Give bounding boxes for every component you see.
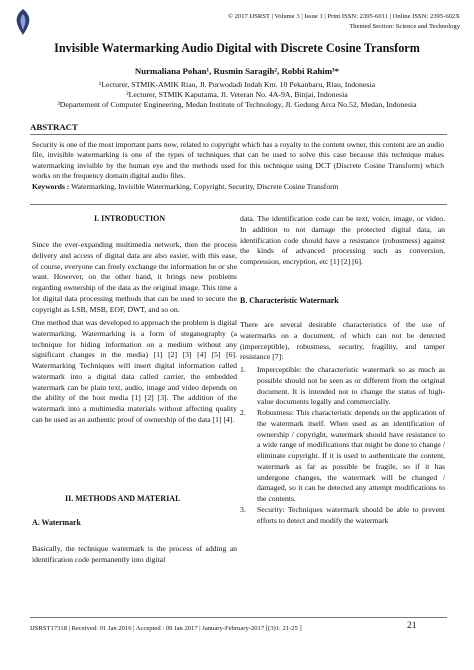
author-list: Nurmaliana Pohan¹, Rusmin Saragih², Robbi Rahim³* bbox=[134, 66, 340, 76]
right-paragraph-1: data. The identification code can be text, voice, image, or video. In addition to not damage the protected digital data, an identification code should have a resistance (robustness) against the kinds of advanced processing such as conversion, compression, encryption, etc [1] [2] [6]. bbox=[240, 214, 445, 266]
intro-paragraph-1: Since the ever-expanding multimedia network, then the process delivery and access of digital data are also easier, with this ease, of course, everyone can freely exchange the information he or she want. However, on the other hand, it brings new problems regarding ownership of the data as the original image. This time a lot digital data processing methods that can be used to secure the copyright as LSB, MSB, EOF, DWT, and so on. bbox=[32, 240, 237, 314]
list-item-number: 3. bbox=[240, 504, 246, 514]
list-item-text: Security: Techniques watermark should be able to prevent efforts to detect and modify the watermark bbox=[257, 504, 445, 525]
keywords-text: Watermarking, Invisible Watermarking, Copyright, Security, Discrete Cosine Transform bbox=[69, 181, 339, 191]
page-number: 21 bbox=[407, 621, 417, 631]
keywords-label: Keywords : bbox=[32, 181, 70, 191]
list-item bbox=[240, 408, 445, 505]
subsection-heading-characteristic: B. Characteristic Watermark bbox=[240, 296, 339, 305]
abstract-top-rule bbox=[30, 134, 447, 135]
list-item bbox=[240, 505, 445, 527]
journal-themed-section: Themed Section: Science and Technology bbox=[349, 23, 460, 30]
intro-paragraph-2: One method that was developed to approach the problem is digital watermarking. Watermarking is a form of steganography (a technique for hiding information on a medium without any significant changes in the media) [1] [2] [3] [4] [5] [6]. Watermarking Techniques will insert digital information called watermark into a digital data called carrier, the embedded watermark can be plain text, audio, image and video depends on the ability of the host media [1] [2] [3]. The addition of the watermark into a multimedia materials without affecting quality can be used as an authentic proof of ownership of the data [1] [4]. bbox=[32, 318, 237, 424]
list-item-number: 1. bbox=[240, 365, 246, 374]
list-item-text: Robustness: This characteristic depends on the application of the watermark itself. When used as an identification of ownership / copyright, watermark should have resistance to a wide range of modifications that might be done to change / eliminate copyright. If it is used to authenticate the content, watermark as far as possible be fragile, so if it has undergone changes, the watermark will be changed / damaged, so it can be detected any attempt modifications to the contents. bbox=[257, 408, 445, 503]
list-item-number: 2. bbox=[240, 408, 246, 417]
abstract-text: Security is one of the most important parts now, related to copyright which has a royalty to the content owner, this content are an audio file, invisible watermarking is one of the types of techniques that can be used to solve this case because this technique makes watermarking invisible by the human eye and the methods used for this technique using DCT (Discrete Cosine Transform) which works on the frequency domain digital audio files. bbox=[32, 140, 444, 181]
subsection-heading-watermark: A. Watermark bbox=[32, 518, 81, 527]
section-heading-introduction: I. INTRODUCTION bbox=[94, 214, 166, 223]
journal-header-line: © 2017 IJSRST | Volume 3 | Issue 1 | Print ISSN: 2395-6011 | Online ISSN: 2395-602X bbox=[227, 13, 460, 20]
abstract-heading: ABSTRACT bbox=[30, 122, 78, 132]
affiliation-2: ²Lecturer, STMIK Kaputama, Jl. Veteran No. 4A-9A, Binjai, Indonesia bbox=[126, 90, 348, 99]
characteristic-paragraph: There are several desirable characteristics of the use of watermarks on a document, of which can not be detected (imperceptible), robustness, security, fragility, and tamper resistance [7]: bbox=[240, 320, 445, 362]
list-item bbox=[240, 365, 445, 408]
affiliation-1: ¹Lecturer, STMIK-AMIK Riau, Jl. Purwodadi Indah Km. 10 Pekanbaru, Riau, Indonesia bbox=[98, 80, 376, 89]
abstract-body bbox=[32, 140, 444, 192]
characteristic-list bbox=[240, 365, 445, 526]
footer-citation: IJSRST17318 | Received: 01 Jan 2016 | Accepted : 09 Jan 2017 | January-February-2017 [(3)1: 21-25 ] bbox=[30, 625, 302, 632]
abstract-bottom-rule bbox=[30, 204, 447, 205]
paper-title: Invisible Watermarking Audio Digital with Discrete Cosine Transform bbox=[54, 41, 420, 55]
affiliation-3: ³Departement of Computer Engineering, Medan Institute of Technology, Jl. Gedung Arca No.52, Medan, Indonesia bbox=[57, 100, 417, 109]
journal-logo bbox=[13, 8, 33, 36]
footer-rule bbox=[30, 617, 447, 618]
section-heading-methods: II. METHODS AND MATERIAL bbox=[65, 494, 181, 503]
list-item-text: Imperceptible: the characteristic watermark so as much as possible should not be seen as or different from the original document. It is intended not to change the status of high-value documents legally and commercially. bbox=[257, 365, 445, 407]
watermark-paragraph: Basically, the technique watermark is the process of adding an identification code permanently into digital bbox=[32, 544, 237, 564]
